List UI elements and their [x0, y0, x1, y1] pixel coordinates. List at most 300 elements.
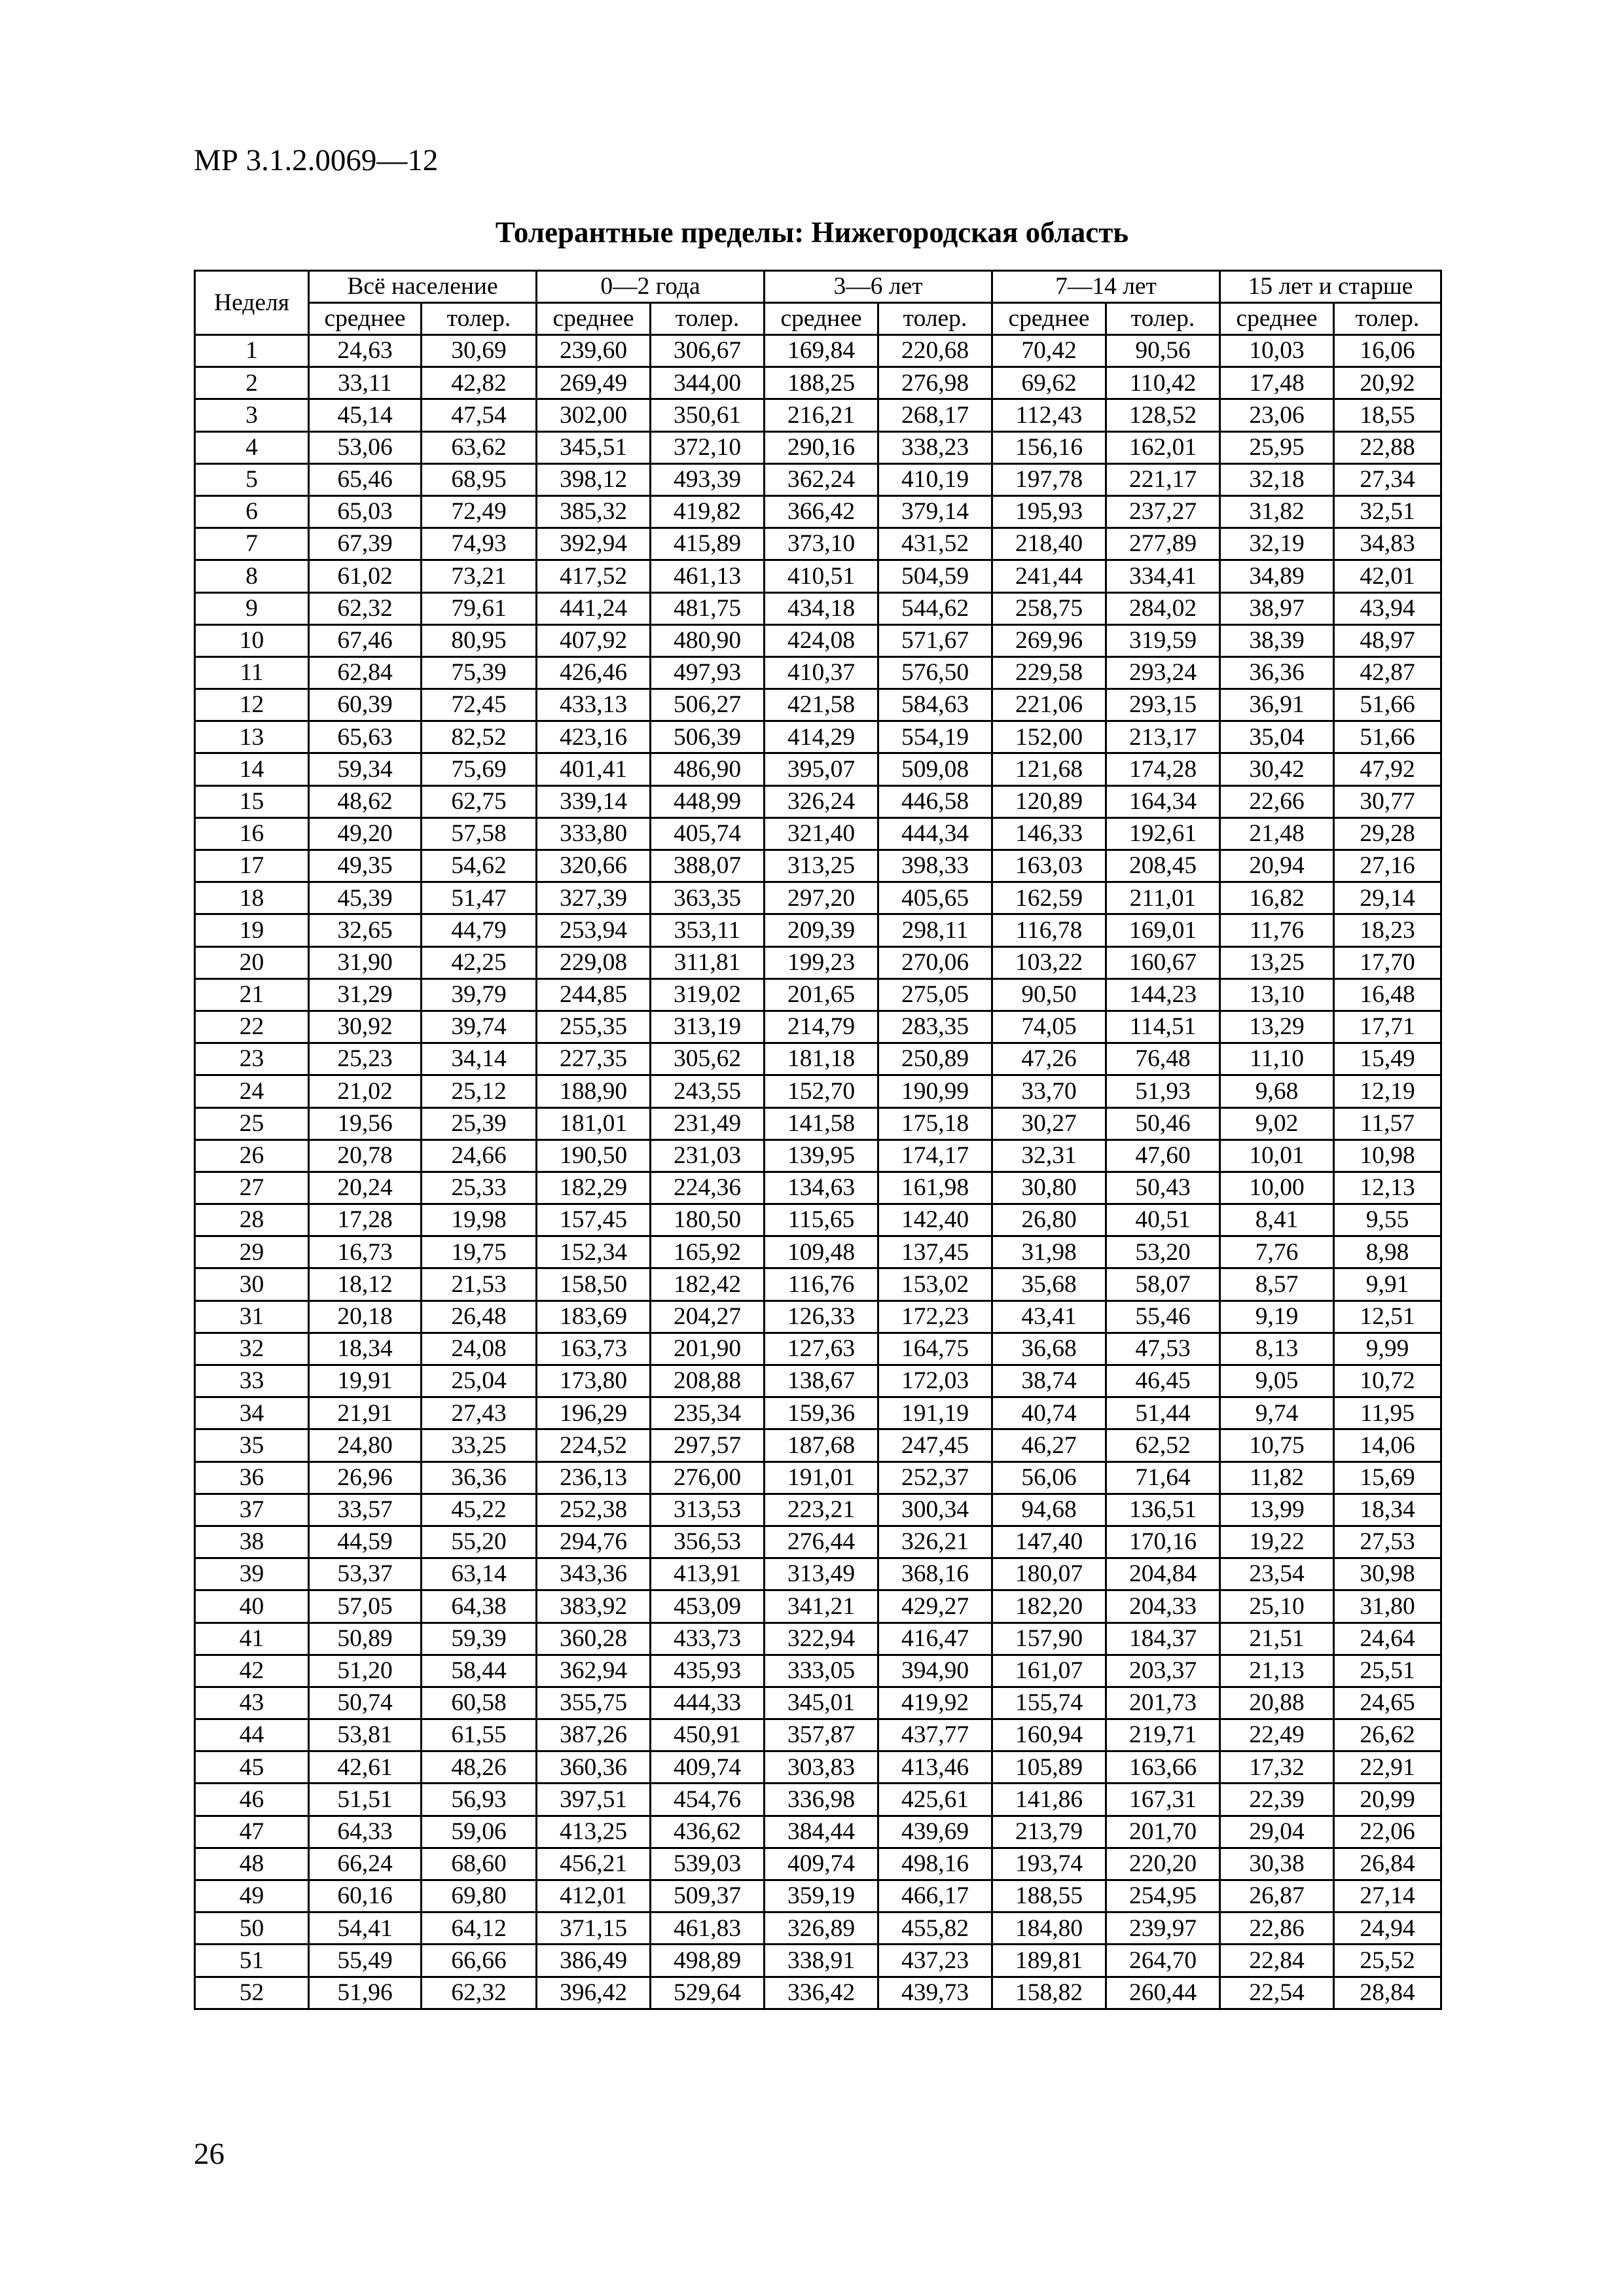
- table-row: [195, 1912, 1441, 1945]
- value-cell: 290,16: [765, 431, 878, 463]
- value-cell: 284,02: [1106, 592, 1220, 624]
- table-row: [195, 785, 1441, 817]
- week-cell: 6: [195, 495, 309, 528]
- value-cell: 30,77: [1334, 785, 1441, 817]
- value-cell: 260,44: [1106, 1977, 1220, 2009]
- value-cell: 20,94: [1220, 850, 1334, 882]
- table-row: [195, 1139, 1441, 1172]
- value-cell: 36,68: [992, 1333, 1106, 1365]
- value-cell: 64,38: [422, 1590, 537, 1623]
- table-row: [195, 1429, 1441, 1462]
- value-cell: 243,55: [651, 1075, 765, 1107]
- group-header-15-plus: 15 лет и старше: [1220, 271, 1441, 303]
- value-cell: 313,49: [765, 1558, 878, 1590]
- value-cell: 413,25: [537, 1816, 651, 1848]
- value-cell: 441,24: [537, 592, 651, 624]
- value-cell: 16,82: [1220, 882, 1334, 914]
- week-cell: 43: [195, 1687, 309, 1719]
- value-cell: 30,69: [422, 335, 537, 367]
- week-cell: 12: [195, 689, 309, 721]
- value-cell: 42,82: [422, 367, 537, 399]
- table-row: [195, 1655, 1441, 1687]
- value-cell: 333,05: [765, 1655, 878, 1687]
- value-cell: 42,25: [422, 946, 537, 978]
- value-cell: 345,01: [765, 1687, 878, 1719]
- value-cell: 163,66: [1106, 1751, 1220, 1784]
- value-cell: 456,21: [537, 1848, 651, 1880]
- value-cell: 19,91: [309, 1365, 422, 1397]
- value-cell: 47,26: [992, 1043, 1106, 1075]
- table-row: [195, 753, 1441, 785]
- value-cell: 22,84: [1220, 1945, 1334, 1977]
- value-cell: 165,92: [651, 1236, 765, 1268]
- value-cell: 439,69: [878, 1816, 992, 1848]
- value-cell: 50,43: [1106, 1172, 1220, 1204]
- value-cell: 169,84: [765, 335, 878, 367]
- value-cell: 461,83: [651, 1912, 765, 1945]
- value-cell: 498,89: [651, 1945, 765, 1977]
- value-cell: 188,55: [992, 1880, 1106, 1912]
- value-cell: 134,63: [765, 1172, 878, 1204]
- value-cell: 44,79: [422, 914, 537, 946]
- value-cell: 60,39: [309, 689, 422, 721]
- subheader-mean: среднее: [992, 303, 1106, 335]
- value-cell: 220,68: [878, 335, 992, 367]
- value-cell: 221,17: [1106, 463, 1220, 495]
- value-cell: 33,25: [422, 1429, 537, 1462]
- value-cell: 161,98: [878, 1172, 992, 1204]
- week-cell: 48: [195, 1848, 309, 1880]
- value-cell: 50,89: [309, 1623, 422, 1655]
- week-cell: 20: [195, 946, 309, 978]
- value-cell: 69,62: [992, 367, 1106, 399]
- value-cell: 366,42: [765, 495, 878, 528]
- value-cell: 116,78: [992, 914, 1106, 946]
- value-cell: 75,39: [422, 656, 537, 689]
- value-cell: 47,60: [1106, 1139, 1220, 1172]
- week-cell: 21: [195, 978, 309, 1011]
- value-cell: 368,16: [878, 1558, 992, 1590]
- value-cell: 24,64: [1334, 1623, 1441, 1655]
- value-cell: 415,89: [651, 528, 765, 560]
- value-cell: 76,48: [1106, 1043, 1220, 1075]
- value-cell: 204,84: [1106, 1558, 1220, 1590]
- value-cell: 8,98: [1334, 1236, 1441, 1268]
- table-row: [195, 689, 1441, 721]
- value-cell: 293,15: [1106, 689, 1220, 721]
- value-cell: 444,34: [878, 817, 992, 850]
- value-cell: 51,51: [309, 1784, 422, 1816]
- value-cell: 34,89: [1220, 560, 1334, 592]
- value-cell: 22,39: [1220, 1784, 1334, 1816]
- value-cell: 51,93: [1106, 1075, 1220, 1107]
- table-row: [195, 1107, 1441, 1139]
- value-cell: 392,94: [537, 528, 651, 560]
- table-row: [195, 1784, 1441, 1816]
- week-cell: 13: [195, 721, 309, 753]
- week-cell: 27: [195, 1172, 309, 1204]
- value-cell: 444,33: [651, 1687, 765, 1719]
- value-cell: 152,34: [537, 1236, 651, 1268]
- week-cell: 9: [195, 592, 309, 624]
- value-cell: 405,74: [651, 817, 765, 850]
- value-cell: 302,00: [537, 399, 651, 431]
- value-cell: 313,53: [651, 1494, 765, 1526]
- value-cell: 413,46: [878, 1751, 992, 1784]
- value-cell: 195,93: [992, 495, 1106, 528]
- week-cell: 7: [195, 528, 309, 560]
- value-cell: 51,66: [1334, 689, 1441, 721]
- table-row: [195, 1816, 1441, 1848]
- value-cell: 409,74: [765, 1848, 878, 1880]
- value-cell: 506,27: [651, 689, 765, 721]
- value-cell: 236,13: [537, 1462, 651, 1494]
- value-cell: 22,06: [1334, 1816, 1441, 1848]
- value-cell: 94,68: [992, 1494, 1106, 1526]
- group-header-7-14: 7—14 лет: [992, 271, 1220, 303]
- value-cell: 28,84: [1334, 1977, 1441, 2009]
- table-row: [195, 1268, 1441, 1300]
- table-row: [195, 656, 1441, 689]
- value-cell: 196,29: [537, 1397, 651, 1429]
- value-cell: 162,59: [992, 882, 1106, 914]
- value-cell: 455,82: [878, 1912, 992, 1945]
- table-row: [195, 463, 1441, 495]
- table-row: [195, 495, 1441, 528]
- value-cell: 276,44: [765, 1526, 878, 1558]
- value-cell: 498,16: [878, 1848, 992, 1880]
- table-header: [195, 271, 1441, 335]
- value-cell: 40,74: [992, 1397, 1106, 1429]
- value-cell: 454,76: [651, 1784, 765, 1816]
- value-cell: 209,39: [765, 914, 878, 946]
- value-cell: 109,48: [765, 1236, 878, 1268]
- value-cell: 56,06: [992, 1462, 1106, 1494]
- value-cell: 15,69: [1334, 1462, 1441, 1494]
- value-cell: 27,14: [1334, 1880, 1441, 1912]
- value-cell: 208,45: [1106, 850, 1220, 882]
- table-row: [195, 914, 1441, 946]
- value-cell: 128,52: [1106, 399, 1220, 431]
- value-cell: 55,46: [1106, 1300, 1220, 1333]
- value-cell: 201,65: [765, 978, 878, 1011]
- value-cell: 31,90: [309, 946, 422, 978]
- value-cell: 188,25: [765, 367, 878, 399]
- value-cell: 10,72: [1334, 1365, 1441, 1397]
- value-cell: 80,95: [422, 624, 537, 656]
- week-cell: 16: [195, 817, 309, 850]
- value-cell: 247,45: [878, 1429, 992, 1462]
- value-cell: 65,03: [309, 495, 422, 528]
- value-cell: 23,54: [1220, 1558, 1334, 1590]
- subheader-tolerance: толер.: [651, 303, 765, 335]
- value-cell: 338,23: [878, 431, 992, 463]
- value-cell: 63,62: [422, 431, 537, 463]
- value-cell: 504,59: [878, 560, 992, 592]
- table-row: [195, 882, 1441, 914]
- value-cell: 164,34: [1106, 785, 1220, 817]
- value-cell: 141,58: [765, 1107, 878, 1139]
- value-cell: 25,10: [1220, 1590, 1334, 1623]
- value-cell: 9,02: [1220, 1107, 1334, 1139]
- value-cell: 65,63: [309, 721, 422, 753]
- value-cell: 50,74: [309, 1687, 422, 1719]
- subheader-mean: среднее: [537, 303, 651, 335]
- week-cell: 5: [195, 463, 309, 495]
- value-cell: 396,42: [537, 1977, 651, 2009]
- value-cell: 62,75: [422, 785, 537, 817]
- value-cell: 26,84: [1334, 1848, 1441, 1880]
- value-cell: 42,01: [1334, 560, 1441, 592]
- value-cell: 181,18: [765, 1043, 878, 1075]
- week-cell: 11: [195, 656, 309, 689]
- group-header-all: Всё население: [309, 271, 537, 303]
- value-cell: 21,48: [1220, 817, 1334, 850]
- value-cell: 42,87: [1334, 656, 1441, 689]
- value-cell: 10,00: [1220, 1172, 1334, 1204]
- value-cell: 497,93: [651, 656, 765, 689]
- value-cell: 355,75: [537, 1687, 651, 1719]
- value-cell: 18,12: [309, 1268, 422, 1300]
- value-cell: 8,13: [1220, 1333, 1334, 1365]
- value-cell: 43,94: [1334, 592, 1441, 624]
- value-cell: 18,23: [1334, 914, 1441, 946]
- value-cell: 24,08: [422, 1333, 537, 1365]
- week-cell: 41: [195, 1623, 309, 1655]
- value-cell: 67,46: [309, 624, 422, 656]
- value-cell: 306,67: [651, 335, 765, 367]
- value-cell: 275,05: [878, 978, 992, 1011]
- value-cell: 297,57: [651, 1429, 765, 1462]
- value-cell: 19,75: [422, 1236, 537, 1268]
- value-cell: 138,67: [765, 1365, 878, 1397]
- value-cell: 180,50: [651, 1204, 765, 1236]
- value-cell: 172,03: [878, 1365, 992, 1397]
- value-cell: 229,58: [992, 656, 1106, 689]
- table-row: [195, 1462, 1441, 1494]
- value-cell: 182,29: [537, 1172, 651, 1204]
- value-cell: 137,45: [878, 1236, 992, 1268]
- week-cell: 17: [195, 850, 309, 882]
- value-cell: 311,81: [651, 946, 765, 978]
- week-cell: 32: [195, 1333, 309, 1365]
- week-cell: 40: [195, 1590, 309, 1623]
- value-cell: 305,62: [651, 1043, 765, 1075]
- table-row: [195, 1848, 1441, 1880]
- value-cell: 16,06: [1334, 335, 1441, 367]
- week-cell: 45: [195, 1751, 309, 1784]
- value-cell: 173,80: [537, 1365, 651, 1397]
- week-cell: 51: [195, 1945, 309, 1977]
- value-cell: 434,18: [765, 592, 878, 624]
- value-cell: 17,32: [1220, 1751, 1334, 1784]
- value-cell: 214,79: [765, 1011, 878, 1043]
- value-cell: 27,43: [422, 1397, 537, 1429]
- table-row: [195, 1011, 1441, 1043]
- value-cell: 197,78: [992, 463, 1106, 495]
- value-cell: 164,75: [878, 1333, 992, 1365]
- value-cell: 509,37: [651, 1880, 765, 1912]
- value-cell: 201,90: [651, 1333, 765, 1365]
- value-cell: 439,73: [878, 1977, 992, 2009]
- week-cell: 50: [195, 1912, 309, 1945]
- table-row: [195, 1590, 1441, 1623]
- value-cell: 25,95: [1220, 431, 1334, 463]
- value-cell: 426,46: [537, 656, 651, 689]
- value-cell: 8,57: [1220, 1268, 1334, 1300]
- value-cell: 554,19: [878, 721, 992, 753]
- value-cell: 336,98: [765, 1784, 878, 1816]
- value-cell: 36,36: [1220, 656, 1334, 689]
- value-cell: 227,35: [537, 1043, 651, 1075]
- tolerance-table: [194, 270, 1442, 2010]
- value-cell: 22,91: [1334, 1751, 1441, 1784]
- value-cell: 30,98: [1334, 1558, 1441, 1590]
- value-cell: 64,12: [422, 1912, 537, 1945]
- value-cell: 31,80: [1334, 1590, 1441, 1623]
- value-cell: 72,45: [422, 689, 537, 721]
- value-cell: 385,32: [537, 495, 651, 528]
- value-cell: 362,94: [537, 1655, 651, 1687]
- value-cell: 22,66: [1220, 785, 1334, 817]
- value-cell: 237,27: [1106, 495, 1220, 528]
- table-row: [195, 1880, 1441, 1912]
- value-cell: 410,51: [765, 560, 878, 592]
- value-cell: 409,74: [651, 1751, 765, 1784]
- value-cell: 40,51: [1106, 1204, 1220, 1236]
- table-row: [195, 721, 1441, 753]
- value-cell: 90,56: [1106, 335, 1220, 367]
- value-cell: 544,62: [878, 592, 992, 624]
- value-cell: 146,33: [992, 817, 1106, 850]
- value-cell: 386,49: [537, 1945, 651, 1977]
- value-cell: 211,01: [1106, 882, 1220, 914]
- value-cell: 32,19: [1220, 528, 1334, 560]
- value-cell: 53,37: [309, 1558, 422, 1590]
- value-cell: 20,18: [309, 1300, 422, 1333]
- value-cell: 239,97: [1106, 1912, 1220, 1945]
- value-cell: 419,82: [651, 495, 765, 528]
- value-cell: 192,61: [1106, 817, 1220, 850]
- group-header-0-2: 0—2 года: [537, 271, 765, 303]
- value-cell: 27,16: [1334, 850, 1441, 882]
- value-cell: 158,50: [537, 1268, 651, 1300]
- week-cell: 22: [195, 1011, 309, 1043]
- value-cell: 170,16: [1106, 1526, 1220, 1558]
- value-cell: 68,95: [422, 463, 537, 495]
- value-cell: 414,29: [765, 721, 878, 753]
- value-cell: 421,58: [765, 689, 878, 721]
- value-cell: 53,81: [309, 1719, 422, 1751]
- week-cell: 26: [195, 1139, 309, 1172]
- value-cell: 10,98: [1334, 1139, 1441, 1172]
- value-cell: 20,78: [309, 1139, 422, 1172]
- value-cell: 38,39: [1220, 624, 1334, 656]
- value-cell: 24,80: [309, 1429, 422, 1462]
- value-cell: 379,14: [878, 495, 992, 528]
- value-cell: 74,05: [992, 1011, 1106, 1043]
- group-header-3-6: 3—6 лет: [765, 271, 992, 303]
- value-cell: 36,91: [1220, 689, 1334, 721]
- value-cell: 126,33: [765, 1300, 878, 1333]
- value-cell: 433,73: [651, 1623, 765, 1655]
- subheader-mean: среднее: [765, 303, 878, 335]
- value-cell: 31,29: [309, 978, 422, 1011]
- value-cell: 72,49: [422, 495, 537, 528]
- value-cell: 223,21: [765, 1494, 878, 1526]
- value-cell: 321,40: [765, 817, 878, 850]
- value-cell: 191,01: [765, 1462, 878, 1494]
- table-row: [195, 367, 1441, 399]
- value-cell: 90,50: [992, 978, 1106, 1011]
- value-cell: 509,08: [878, 753, 992, 785]
- value-cell: 30,42: [1220, 753, 1334, 785]
- value-cell: 25,39: [422, 1107, 537, 1139]
- value-cell: 9,19: [1220, 1300, 1334, 1333]
- table-row: [195, 1687, 1441, 1719]
- value-cell: 297,20: [765, 882, 878, 914]
- value-cell: 24,63: [309, 335, 422, 367]
- value-cell: 12,19: [1334, 1075, 1441, 1107]
- value-cell: 55,49: [309, 1945, 422, 1977]
- value-cell: 45,14: [309, 399, 422, 431]
- value-cell: 481,75: [651, 592, 765, 624]
- value-cell: 231,49: [651, 1107, 765, 1139]
- value-cell: 576,50: [878, 656, 992, 689]
- value-cell: 359,19: [765, 1880, 878, 1912]
- value-cell: 60,16: [309, 1880, 422, 1912]
- value-cell: 199,23: [765, 946, 878, 978]
- value-cell: 27,34: [1334, 463, 1441, 495]
- value-cell: 38,74: [992, 1365, 1106, 1397]
- value-cell: 398,12: [537, 463, 651, 495]
- table-row: [195, 850, 1441, 882]
- value-cell: 29,14: [1334, 882, 1441, 914]
- value-cell: 23,06: [1220, 399, 1334, 431]
- value-cell: 270,06: [878, 946, 992, 978]
- value-cell: 384,44: [765, 1816, 878, 1848]
- week-cell: 19: [195, 914, 309, 946]
- value-cell: 208,88: [651, 1365, 765, 1397]
- value-cell: 11,10: [1220, 1043, 1334, 1075]
- value-cell: 231,03: [651, 1139, 765, 1172]
- value-cell: 190,99: [878, 1075, 992, 1107]
- value-cell: 254,95: [1106, 1880, 1220, 1912]
- value-cell: 437,77: [878, 1719, 992, 1751]
- value-cell: 66,66: [422, 1945, 537, 1977]
- value-cell: 57,58: [422, 817, 537, 850]
- value-cell: 453,09: [651, 1590, 765, 1623]
- value-cell: 27,53: [1334, 1526, 1441, 1558]
- table-row: [195, 1236, 1441, 1268]
- value-cell: 141,86: [992, 1784, 1106, 1816]
- value-cell: 187,68: [765, 1429, 878, 1462]
- value-cell: 486,90: [651, 753, 765, 785]
- table-row: [195, 1526, 1441, 1558]
- value-cell: 11,76: [1220, 914, 1334, 946]
- value-cell: 220,20: [1106, 1848, 1220, 1880]
- value-cell: 298,11: [878, 914, 992, 946]
- value-cell: 127,63: [765, 1333, 878, 1365]
- value-cell: 59,39: [422, 1623, 537, 1655]
- value-cell: 11,95: [1334, 1397, 1441, 1429]
- value-cell: 18,55: [1334, 399, 1441, 431]
- week-cell: 28: [195, 1204, 309, 1236]
- week-cell: 42: [195, 1655, 309, 1687]
- week-cell: 1: [195, 335, 309, 367]
- value-cell: 11,57: [1334, 1107, 1441, 1139]
- value-cell: 110,42: [1106, 367, 1220, 399]
